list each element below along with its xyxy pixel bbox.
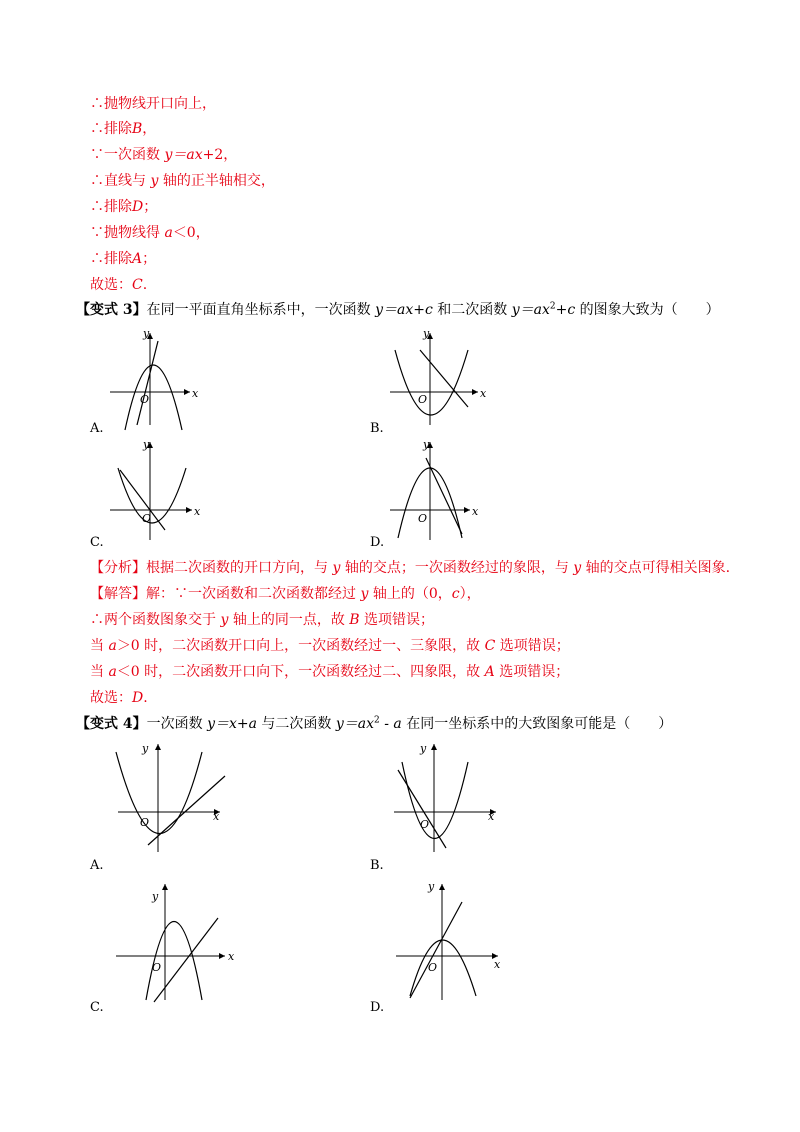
x-arrow: [186, 507, 192, 513]
graph-c-svg: [110, 438, 210, 548]
text: ；: [143, 199, 158, 215]
parabola: [116, 752, 202, 834]
text: 和二次函数: [432, 302, 512, 318]
y-label: y: [142, 742, 149, 755]
formula: y＝x+a: [207, 716, 257, 732]
q4-graph-b: [390, 740, 510, 859]
q3-analysis: [90, 558, 730, 578]
var: C: [484, 638, 496, 654]
var: B: [349, 612, 360, 628]
var: a: [108, 664, 117, 680]
var: A: [484, 664, 495, 680]
text: 选项错误；: [494, 664, 570, 680]
text: 根据二次函数的开口方向，与: [146, 560, 333, 576]
exponent: 2: [374, 715, 380, 726]
formula: +c: [555, 302, 576, 318]
text: ∵一次函数: [90, 147, 165, 163]
text: ∴排除: [90, 121, 132, 137]
var: y: [220, 612, 229, 628]
graph-b-svg: [390, 325, 490, 435]
q3-answer-3: [90, 636, 570, 656]
text: 轴上的（0，: [368, 586, 452, 602]
y-label: y: [143, 438, 150, 451]
x-label: x: [228, 950, 235, 963]
graph-a-svg: [110, 740, 230, 855]
text: 解：∵一次函数和二次函数都经过: [146, 586, 361, 602]
var: a: [164, 225, 173, 241]
var: D: [132, 199, 144, 215]
text: 选项错误；: [495, 638, 570, 654]
q4-graph-a: [110, 740, 230, 859]
var: y: [150, 173, 159, 189]
text: 在同一平面直角坐标系中，一次函数: [146, 302, 376, 318]
var: C: [132, 277, 143, 293]
line: [410, 902, 462, 998]
y-label: y: [428, 880, 435, 893]
text: ，: [142, 121, 157, 137]
text: ∴排除: [90, 199, 132, 215]
var: y: [332, 560, 341, 576]
text: 当: [90, 664, 109, 680]
text: 的图象大致为（ ）: [575, 302, 720, 318]
q3-graph-c: [110, 438, 210, 552]
var: a: [108, 638, 117, 654]
text: ；: [142, 251, 157, 267]
q3-graph-a: [110, 325, 210, 439]
parabola: [395, 350, 468, 415]
graph-c-svg: [110, 878, 240, 1003]
formula: y＝ax: [511, 302, 550, 318]
x-label: x: [192, 387, 199, 400]
line: [420, 350, 468, 407]
text: 一次函数: [146, 716, 208, 732]
text: ∴排除: [90, 251, 132, 267]
origin-label: O: [418, 512, 428, 525]
text: 在同一坐标系中的大致图象可能是（ ）: [401, 716, 673, 732]
text: 选项错误；: [359, 612, 435, 628]
line: [154, 918, 218, 1002]
x-label: x: [488, 810, 495, 823]
y-label: y: [423, 327, 430, 340]
y-label: y: [423, 438, 430, 451]
q3-answer-2: [90, 610, 434, 630]
q3-answer-4: [90, 662, 569, 682]
q4-tag: 【变式 4】: [76, 716, 147, 732]
q4-option-a[interactable]: A.: [90, 858, 104, 873]
line: [398, 770, 446, 848]
q3-option-c[interactable]: C.: [90, 535, 104, 550]
text: ＜0 时，二次函数开口向下，一次函数经过二、四象限，故: [116, 664, 485, 680]
text: 轴的正半轴相交，: [158, 173, 275, 189]
solution-line-5: [90, 197, 157, 217]
origin-label: O: [152, 961, 162, 974]
analysis-tag: 【分析】: [90, 560, 146, 576]
formula: - a: [379, 716, 402, 732]
q3-option-d[interactable]: D.: [370, 535, 385, 550]
text: ∴直线与: [90, 173, 151, 189]
text: ∴两个函数图象交于: [90, 612, 221, 628]
text: 轴的交点可得相关图象.: [581, 560, 731, 576]
solution-line-7: [90, 249, 156, 269]
graph-d-svg: [390, 878, 520, 1003]
line: [426, 458, 462, 534]
var: y: [360, 586, 369, 602]
solution-line-2: [90, 119, 156, 139]
var: D: [132, 690, 144, 706]
text: +2，: [202, 147, 238, 163]
text: 当: [90, 638, 109, 654]
text: .: [142, 277, 148, 293]
text: ＜0，: [172, 225, 210, 241]
origin-label: O: [428, 961, 438, 974]
q4-option-d[interactable]: D.: [370, 1000, 385, 1015]
text: ∴抛物线开口向上，: [90, 96, 216, 112]
formula: y＝ax+c: [375, 302, 433, 318]
text: 故选：: [90, 277, 132, 293]
graph-a-svg: [110, 325, 210, 435]
x-arrow: [219, 953, 225, 959]
q3-option-b[interactable]: B.: [370, 421, 384, 436]
text: ＞0 时，二次函数开口向上，一次函数经过一、三象限，故: [116, 638, 485, 654]
text: ），: [459, 586, 481, 602]
x-label: x: [472, 505, 479, 518]
q4-option-b[interactable]: B.: [370, 858, 384, 873]
y-label: y: [143, 327, 150, 340]
solution-line-8: [90, 275, 147, 295]
q3-choice: [90, 688, 148, 708]
text: 轴的交点；一次函数经过的象限，与: [340, 560, 574, 576]
parabola: [118, 468, 186, 523]
exponent: 2: [549, 301, 556, 312]
q3-stem: [76, 300, 720, 320]
var: y: [573, 560, 582, 576]
q3-graph-d: [390, 438, 490, 552]
parabola: [402, 762, 468, 839]
line: [137, 341, 158, 425]
y-label: y: [420, 742, 427, 755]
x-arrow: [184, 389, 190, 395]
origin-label: O: [140, 393, 150, 406]
y-arrow: [439, 884, 445, 890]
solution-line-4: [90, 171, 275, 191]
text: 轴上的同一点，故: [228, 612, 350, 628]
text: .: [143, 690, 148, 706]
q3-option-a[interactable]: A.: [90, 421, 104, 436]
origin-label: O: [420, 818, 430, 831]
graph-b-svg: [390, 740, 510, 855]
x-label: x: [480, 387, 487, 400]
var: c: [451, 586, 460, 602]
solution-line-1: [90, 94, 216, 114]
solution-line-6: [90, 223, 210, 243]
parabola: [410, 940, 476, 996]
origin-label: O: [142, 512, 152, 525]
formula: y＝ax: [335, 716, 375, 732]
q4-stem: [76, 714, 672, 734]
var: A: [132, 251, 143, 267]
q4-option-c[interactable]: C.: [90, 1000, 104, 1015]
y-arrow: [155, 744, 161, 750]
y-label: y: [152, 890, 159, 903]
origin-label: O: [140, 816, 150, 829]
text: 故选：: [90, 690, 132, 706]
graph-d-svg: [390, 438, 490, 548]
x-label: x: [194, 505, 201, 518]
q3-answer-1: [90, 584, 481, 604]
x-label: x: [213, 810, 220, 823]
y-arrow: [431, 744, 437, 750]
text: ∵抛物线得: [90, 225, 165, 241]
x-label: x: [494, 958, 501, 971]
text: 与二次函数: [256, 716, 336, 732]
solution-line-3: [90, 145, 237, 165]
q4-graph-c: [110, 878, 240, 1007]
var: y＝ax: [164, 147, 203, 163]
q3-graph-b: [390, 325, 490, 439]
x-arrow: [464, 507, 470, 513]
origin-label: O: [418, 393, 428, 406]
q3-tag: 【变式 3】: [76, 302, 147, 318]
parabola: [125, 365, 182, 430]
x-arrow: [472, 389, 478, 395]
q4-graph-d: [390, 878, 520, 1007]
answer-tag: 【解答】: [90, 586, 146, 602]
y-arrow: [162, 884, 168, 890]
var: B: [132, 121, 143, 137]
